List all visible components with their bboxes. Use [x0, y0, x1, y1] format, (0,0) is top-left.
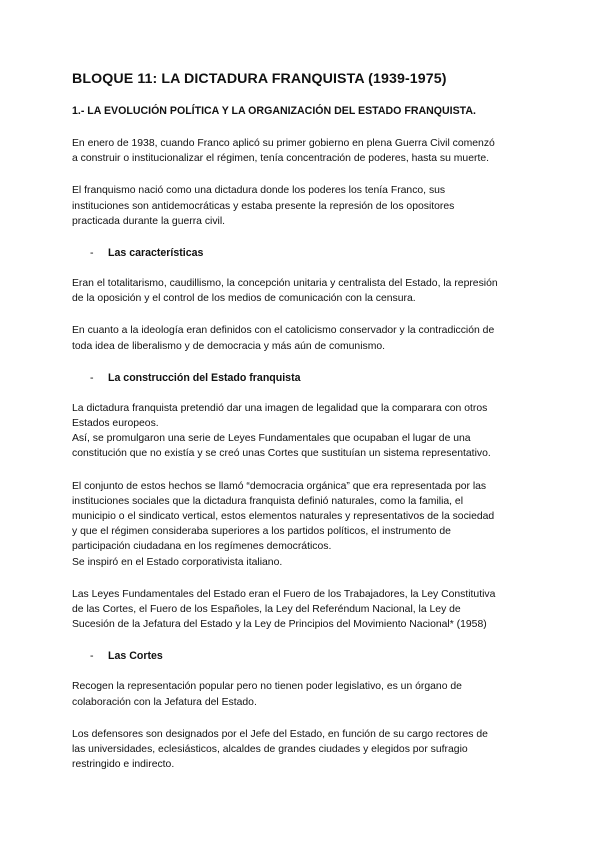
bullet-dash: -: [90, 650, 94, 663]
intro-paragraph-2: El franquismo nació como una dictadura donde los poderes los tenía Franco, sus instituciones son antidemocráticas y estaba presente la represión de los opositores practicada durante la guerra civil.: [72, 185, 455, 227]
construccion-paragraph-3: Las Leyes Fundamentales del Estado eran el Fuero de los Trabajadores, la Ley Constitutiva de las Cortes, el Fuero de los Españoles, la Ley del Referéndum Nacional, la Ley de Sucesión de la Jefatura del Estado y la Ley de Principios del Movimiento Nacional* (1958): [72, 588, 496, 631]
heading-text: La construcción del Estado franquista: [108, 371, 301, 384]
heading-text: Las características: [108, 247, 204, 260]
cortes-paragraph-2: Los defensores son designados por el Jefe del Estado, en función de su cargo rectores de las universidades, eclesiásticos, alcaldes de grandes ciudades y elegidos por sufragio restringido e indirecto.: [72, 728, 488, 771]
bullet-dash: -: [90, 247, 94, 260]
construccion-paragraph-1: La dictadura franquista pretendió dar una imagen de legalidad que la comparara con otros Estados europeos. Así, se promulgaron una serie de Leyes Fundamentales que ocupaban el lugar de una constitución que no existía y se creó unas Cortes que sustituían un sistema representativo.: [72, 402, 491, 460]
heading-construccion: [72, 371, 532, 385]
cortes-paragraph-1: Recogen la representación popular pero no tienen poder legislativo, es un órgano de colaboración con la Jefatura del Estado.: [72, 681, 462, 708]
heading-text: Las Cortes: [108, 650, 163, 663]
document-title: BLOQUE 11: LA DICTADURA FRANQUISTA (1939-1975): [72, 71, 447, 87]
document-page: [72, 70, 532, 789]
bullet-dash: -: [90, 371, 94, 384]
intro-paragraph-1: En enero de 1938, cuando Franco aplicó su primer gobierno en plena Guerra Civil comenzó a construir o institucionalizar el régimen, tenía concentración de poderes, hasta su muerte.: [72, 138, 495, 165]
section-title: 1.- LA EVOLUCIÓN POLÍTICA Y LA ORGANIZACIÓN DEL ESTADO FRANQUISTA.: [72, 105, 476, 117]
caracteristicas-paragraph-1: Eran el totalitarismo, caudillismo, la concepción unitaria y centralista del Estado, la represión de la oposición y el control de los medios de comunicación con la censura.: [72, 278, 498, 305]
heading-cortes: [72, 649, 532, 663]
heading-caracteristicas: [72, 246, 532, 260]
construccion-paragraph-2: El conjunto de estos hechos se llamó “democracia orgánica” que era representada por las instituciones sociales que la dictadura franquista definió naturales, como la familia, el municipio o el sindicato vertical, estos elementos naturales y representativos de la sociedad y que el régimen consideraba superiores a los partidos políticos, el instrumento de participación ciudadana en los regímenes democráticos. Se inspiró en el Estado corporativista italiano.: [72, 480, 495, 568]
caracteristicas-paragraph-2: En cuanto a la ideología eran definidos con el catolicismo conservador y la contradicción de toda idea de liberalismo y de democracia y más aún de comunismo.: [72, 325, 495, 352]
